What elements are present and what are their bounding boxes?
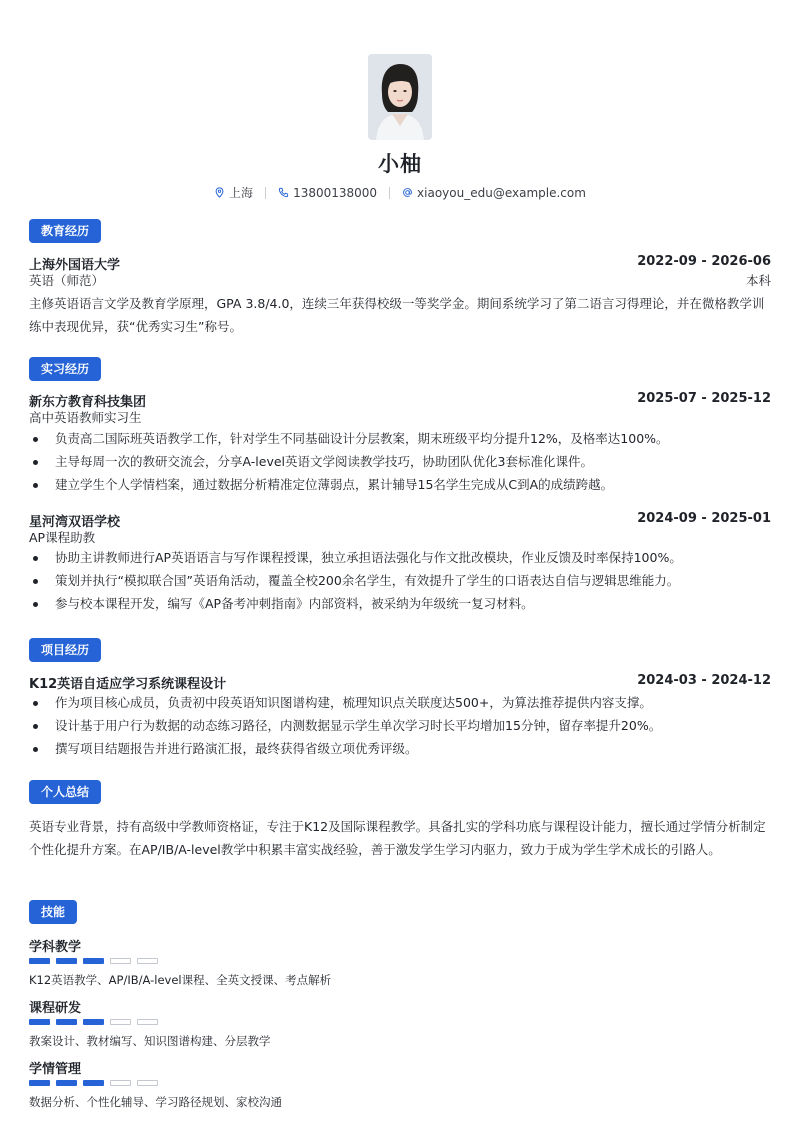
skill-level-filled — [56, 1019, 77, 1025]
school-name: 上海外国语大学 — [29, 258, 121, 273]
list-item — [29, 546, 771, 569]
phone-text: 13800138000 — [293, 185, 378, 200]
bullet-dot-icon — [33, 437, 38, 442]
skill-name: 课程研发 — [29, 1001, 82, 1016]
candidate-name: 小柚 — [378, 152, 422, 176]
list-item — [29, 450, 771, 473]
contact-email — [402, 186, 586, 200]
list-item — [29, 427, 771, 450]
skill-level-meter — [29, 958, 164, 964]
skill-level-filled — [83, 958, 104, 964]
skill-level-filled — [29, 1080, 50, 1086]
degree: 本科 — [745, 273, 771, 288]
skill-description: 教案设计、教材编写、知识图谱构建、分层教学 — [29, 1034, 271, 1048]
skill-description: K12英语教学、AP/IB/A-level课程、全英文授课、考点解析 — [29, 973, 332, 987]
location-text: 上海 — [229, 186, 254, 200]
job-dates: 2025-07 - 2025-12 — [637, 391, 771, 406]
job-role-row — [29, 528, 771, 546]
bullet-dot-icon — [33, 602, 38, 607]
email-text: xiaoyou_edu@example.com — [417, 185, 586, 200]
skill-level-empty — [137, 1019, 158, 1025]
skill-name: 学情管理 — [29, 1062, 82, 1077]
bullet-dot-icon — [33, 579, 38, 584]
major: 英语（师范） — [29, 273, 105, 288]
bullet-dot-icon — [33, 701, 38, 706]
list-item — [29, 569, 771, 592]
job-bullet-list — [29, 427, 771, 496]
bullet-dot-icon — [33, 724, 38, 729]
bullet-text: 撰写项目结题报告并进行路演汇报，最终获得省级立项优秀评级。 — [55, 741, 418, 756]
skill-name: 学科教学 — [29, 940, 82, 955]
location-pin-icon — [214, 187, 225, 198]
section-heading-education: 教育经历 — [29, 219, 101, 243]
bullet-dot-icon — [33, 483, 38, 488]
job-bullet-list — [29, 546, 771, 615]
bullet-text: 协助主讲教师进行AP英语语言与写作课程授课，独立承担语法强化与作文批改模块，作业反馈及时率保持100%。 — [55, 550, 682, 565]
project-dates: 2024-03 - 2024-12 — [637, 673, 771, 688]
bullet-text: 作为项目核心成员，负责初中段英语知识图谱构建，梳理知识点关联度达500+，为算法推荐提供内容支撑。 — [55, 695, 652, 710]
list-item — [29, 714, 771, 737]
at-sign-icon — [402, 187, 413, 198]
job-role-row — [29, 408, 771, 426]
skill-level-filled — [29, 1019, 50, 1025]
list-item — [29, 691, 771, 714]
bullet-dot-icon — [33, 747, 38, 752]
education-sub-row — [29, 271, 771, 289]
contact-phone — [278, 186, 377, 200]
project-bullet-list — [29, 691, 771, 760]
bullet-text: 设计基于用户行为数据的动态练习路径，内测数据显示学生单次学习时长平均增加15分钟，留存率提升20%。 — [55, 718, 662, 733]
contact-divider — [265, 187, 266, 199]
job-role: 高中英语教师实习生 — [29, 410, 142, 425]
skill-description: 数据分析、个性化辅导、学习路径规划、家校沟通 — [29, 1095, 282, 1109]
skill-level-filled — [56, 958, 77, 964]
skill-level-meter — [29, 1080, 164, 1086]
contact-location — [214, 184, 253, 201]
skill-level-empty — [137, 1080, 158, 1086]
section-heading-summary: 个人总结 — [29, 780, 101, 804]
list-item — [29, 737, 771, 760]
contact-row — [0, 184, 800, 201]
skill-level-meter — [29, 1019, 164, 1025]
section-heading-skills: 技能 — [29, 900, 77, 924]
phone-icon — [278, 187, 289, 198]
skill-level-empty — [110, 1080, 131, 1086]
bullet-text: 参与校本课程开发，编写《AP备考冲刺指南》内部资料，被采纳为年级统一复习材料。 — [55, 596, 534, 611]
project-title: K12英语自适应学习系统课程设计 — [29, 677, 227, 692]
education-dates: 2022-09 - 2026-06 — [637, 254, 771, 269]
bullet-text: 主导每周一次的教研交流会，分享A-level英语文学阅读教学技巧，协助团队优化3套标准化课件。 — [55, 454, 593, 469]
list-item — [29, 592, 771, 615]
job-role: AP课程助教 — [29, 530, 96, 545]
bullet-text: 建立学生个人学情档案，通过数据分析精准定位薄弱点，累计辅导15名学生完成从C到A的成绩跨越。 — [55, 477, 614, 492]
bullet-dot-icon — [33, 556, 38, 561]
summary-text: 英语专业背景，持有高级中学教师资格证，专注于K12及国际课程教学。具备扎实的学科功底与课程设计能力，擅长通过学情分析制定个性化提升方案。在AP/IB/A-level教学中积累丰富实战经验，善于激发学生学习内驱力，致力于成为学生学术成长的引路人。 — [29, 819, 766, 857]
education-description: 主修英语语言文学及教育学原理，GPA 3.8/4.0，连续三年获得校级一等奖学金。期间系统学习了第二语言习得理论，并在微格教学训练中表现优异，获“优秀实习生”称号。 — [29, 296, 765, 334]
company-name: 星河湾双语学校 — [29, 515, 121, 530]
skill-level-filled — [83, 1019, 104, 1025]
skill-level-empty — [110, 1019, 131, 1025]
contact-divider — [389, 187, 390, 199]
bullet-text: 策划并执行“模拟联合国”英语角活动，覆盖全校200余名学生，有效提升了学生的口语表达自信与逻辑思维能力。 — [55, 573, 680, 588]
skill-level-filled — [29, 958, 50, 964]
bullet-dot-icon — [33, 460, 38, 465]
skill-level-filled — [56, 1080, 77, 1086]
avatar — [368, 54, 432, 140]
company-name: 新东方教育科技集团 — [29, 395, 147, 410]
bullet-text: 负责高二国际班英语教学工作，针对学生不同基础设计分层教案，期末班级平均分提升12%，及格率达100%。 — [55, 431, 669, 446]
project-header-row — [29, 673, 771, 692]
portrait-photo-icon — [368, 54, 432, 140]
skill-level-empty — [137, 958, 158, 964]
section-heading-project: 项目经历 — [29, 638, 101, 662]
job-dates: 2024-09 - 2025-01 — [637, 511, 771, 526]
list-item — [29, 473, 771, 496]
resume-header — [0, 0, 800, 212]
skill-level-filled — [83, 1080, 104, 1086]
skill-level-empty — [110, 958, 131, 964]
section-heading-internship: 实习经历 — [29, 357, 101, 381]
